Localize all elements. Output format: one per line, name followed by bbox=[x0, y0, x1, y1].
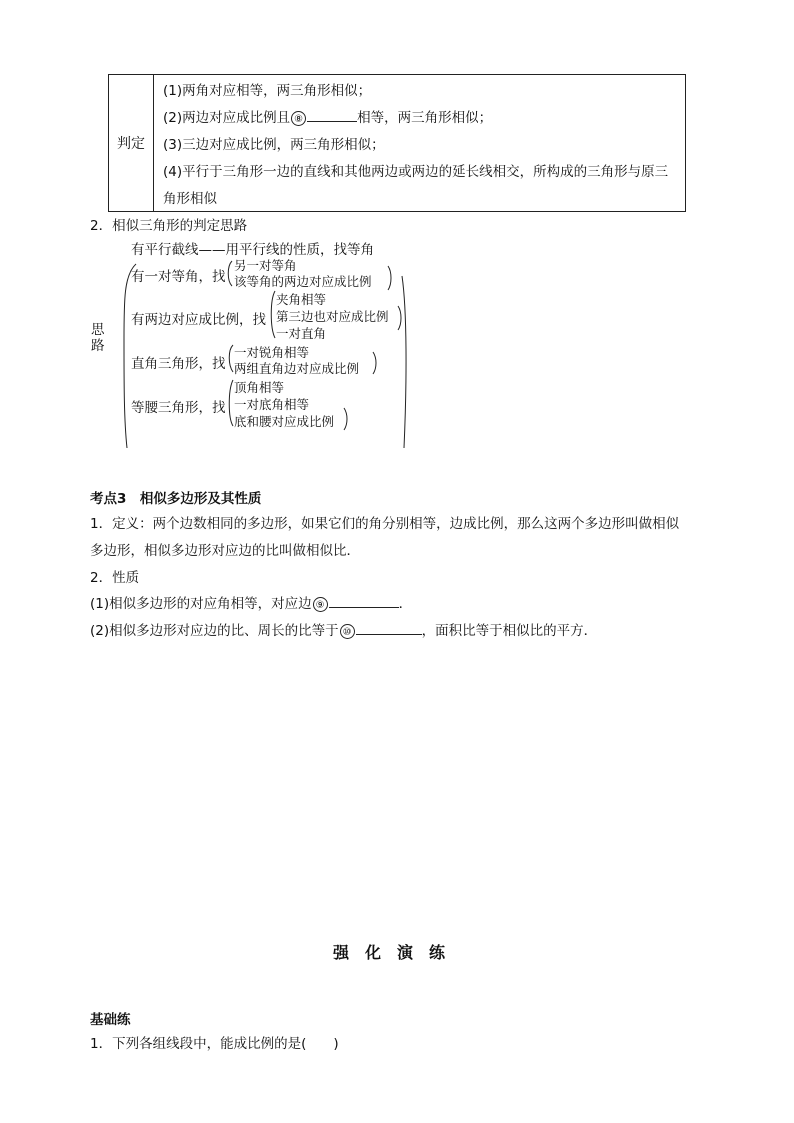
fill-blank-10 bbox=[356, 622, 422, 635]
isosceles-lead: 等腰三角形，找 bbox=[131, 400, 226, 416]
side-label-1: 思 bbox=[91, 322, 105, 338]
side-label-2: 路 bbox=[91, 338, 105, 354]
parallel-line-row: 有平行截线——用平行线的性质，找等角 bbox=[131, 242, 374, 258]
property-2-pre: (2)相似多边形对应边的比、周长的比等于 bbox=[90, 623, 339, 639]
fill-blank-9 bbox=[329, 595, 399, 608]
equal-angle-lead: 有一对等角，找 bbox=[131, 269, 226, 285]
criteria-line-4: (4)平行于三角形一边的直线和其他两边或两边的延长线相交，所构成的三角形与原三 bbox=[163, 164, 669, 180]
definition-line-2: 多边形，相似多边形对应边的比叫做相似比． bbox=[90, 543, 360, 559]
criteria-line-5: 角形相似 bbox=[163, 191, 217, 207]
criteria-line-3: (3)三边对应成比例，两三角形相似； bbox=[163, 137, 385, 153]
section-2-heading: 2．相似三角形的判定思路 bbox=[90, 218, 248, 234]
blank-marker-10: ⑩ bbox=[340, 624, 355, 639]
two-sides-option-1: 夹角相等 bbox=[276, 292, 327, 307]
right-triangle-option-1: 一对锐角相等 bbox=[234, 345, 310, 360]
two-sides-lead: 有两边对应成比例，找 bbox=[131, 312, 266, 328]
criteria-line-2-post: 相等，两三角形相似； bbox=[357, 110, 493, 126]
definition-line-1: 1．定义：两个边数相同的多边形，如果它们的角分别相等，边成比例，那么这两个多边形叫做相似 bbox=[90, 516, 680, 532]
equal-angle-option-1: 另一对等角 bbox=[234, 258, 297, 273]
property-1-pre: (1)相似多边形的对应角相等，对应边 bbox=[90, 596, 312, 612]
kaodian-3-heading: 考点3 相似多边形及其性质 bbox=[90, 491, 262, 507]
isosceles-option-1: 顶角相等 bbox=[234, 380, 285, 395]
table-header: 判定 bbox=[117, 136, 145, 152]
basic-practice-heading: 基础练 bbox=[90, 1012, 131, 1028]
blank-marker-8: ⑧ bbox=[291, 111, 306, 126]
property-heading: 2．性质 bbox=[90, 570, 140, 586]
blank-marker-9: ⑨ bbox=[313, 597, 328, 612]
property-2 bbox=[90, 619, 597, 639]
isosceles-option-2: 一对底角相等 bbox=[234, 397, 310, 412]
practice-title: 强化演练 bbox=[332, 943, 461, 962]
property-1-post: ． bbox=[398, 596, 413, 612]
right-triangle-lead: 直角三角形，找 bbox=[131, 356, 226, 372]
two-sides-option-2: 第三边也对应成比例 bbox=[276, 309, 389, 324]
criteria-line-1: (1)两角对应相等，两三角形相似； bbox=[163, 83, 372, 99]
property-1 bbox=[90, 592, 412, 612]
two-sides-option-3: 一对直角 bbox=[276, 326, 327, 341]
isosceles-option-3: 底和腰对应成比例 bbox=[234, 414, 335, 429]
criteria-line-2-pre: (2)两边对应成比例且 bbox=[163, 110, 291, 126]
question-1: 1．下列各组线段中，能成比例的是( ) bbox=[90, 1036, 339, 1052]
equal-angle-option-2: 该等角的两边对应成比例 bbox=[234, 274, 372, 289]
right-triangle-option-2: 两组直角边对应成比例 bbox=[234, 361, 360, 376]
property-2-post: ，面积比等于相似比的平方． bbox=[421, 623, 598, 639]
